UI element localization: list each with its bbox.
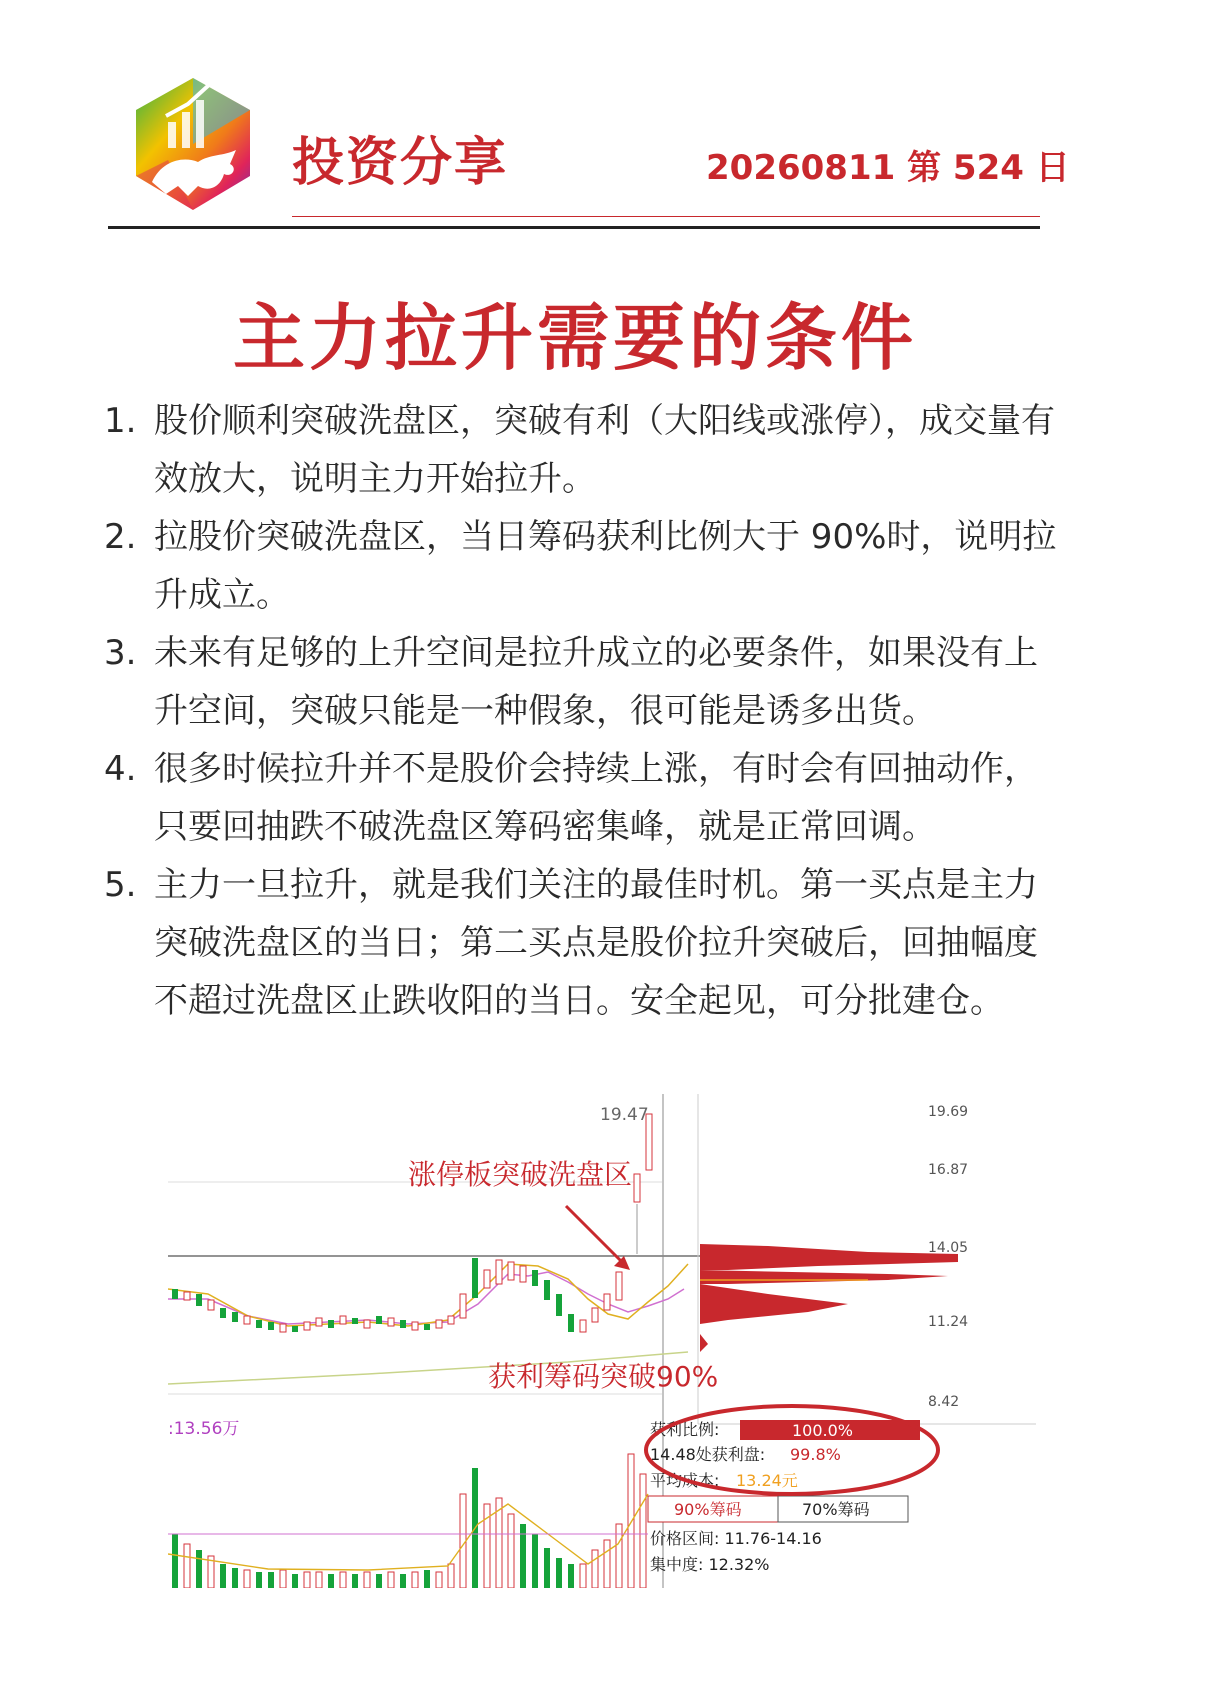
header-red-rule xyxy=(292,216,1040,217)
item-text: 主力一旦拉升，就是我们关注的最佳时机。第一买点是主力突破洗盘区的当日；第二买点是股价拉升突破后，回抽幅度不超过洗盘区止跌收阳的当日。安全起见，可分批建仓。 xyxy=(154,865,1038,1021)
breakout-annotation: 涨停板突破洗盘区 xyxy=(408,1158,633,1191)
tab-70-chips: 70%筹码 xyxy=(802,1500,870,1519)
profit-ratio-label: 获利比例: xyxy=(650,1420,720,1439)
item-text: 股价顺利突破洗盘区，突破有利（大阳线或涨停），成交量有效放大，说明主力开始拉升。 xyxy=(154,401,1055,499)
brand-title: 投资分享 xyxy=(292,133,509,193)
profit-at-value: 99.8% xyxy=(790,1445,841,1464)
item-number: 1. xyxy=(104,401,137,441)
item-number: 2. xyxy=(104,517,137,557)
price-range: 价格区间: 11.76-14.16 xyxy=(650,1529,822,1548)
bull-logo xyxy=(128,70,258,220)
item-text: 很多时候拉升并不是股价会持续上涨，有时会有回抽动作，只要回抽跌不破洗盘区筹码密集峰，就是正常回调。 xyxy=(154,749,1038,847)
axis-label-4: 11.24 xyxy=(928,1314,969,1330)
axis-label-top: 19.69 xyxy=(928,1104,969,1120)
avg-cost-label: 平均成本: xyxy=(650,1471,720,1490)
item-text: 拉股价突破洗盘区，当日筹码获利比例大于 90%时，说明拉升成立。 xyxy=(154,517,1057,615)
stock-chart xyxy=(168,1094,1050,1588)
item-number: 5. xyxy=(104,865,137,905)
profit-annotation: 获利筹码突破90% xyxy=(488,1360,719,1393)
header-divider xyxy=(108,226,1040,229)
article-title: 主力拉升需要的条件 xyxy=(232,296,917,380)
list-item xyxy=(104,392,1064,508)
list-item xyxy=(104,856,1064,1030)
tab-90-chips: 90%筹码 xyxy=(674,1500,742,1519)
list-item xyxy=(104,508,1064,624)
avg-cost-value: 13.24元 xyxy=(736,1471,798,1490)
peak-price-label: 19.47 xyxy=(600,1105,649,1125)
item-text: 未来有足够的上升空间是拉升成立的必要条件，如果没有上升空间，突破只能是一种假象，很可能是诱多出货。 xyxy=(154,633,1038,731)
conditions-list xyxy=(104,392,1064,1030)
axis-label-2: 16.87 xyxy=(928,1162,969,1178)
list-item xyxy=(104,740,1064,856)
axis-label-3: 14.05 xyxy=(928,1240,969,1256)
list-item xyxy=(104,624,1064,740)
profit-at-label: 14.48处获利盘: xyxy=(650,1445,766,1464)
date-day-counter: 20260811 第 524 日 xyxy=(706,148,1070,188)
volume-label: :13.56万 xyxy=(168,1419,240,1439)
profit-ratio-value: 100.0% xyxy=(792,1421,854,1440)
concentration: 集中度: 12.32% xyxy=(650,1555,770,1574)
axis-label-bottom: 8.42 xyxy=(928,1394,960,1410)
item-number: 3. xyxy=(104,633,137,673)
item-number: 4. xyxy=(104,749,137,789)
